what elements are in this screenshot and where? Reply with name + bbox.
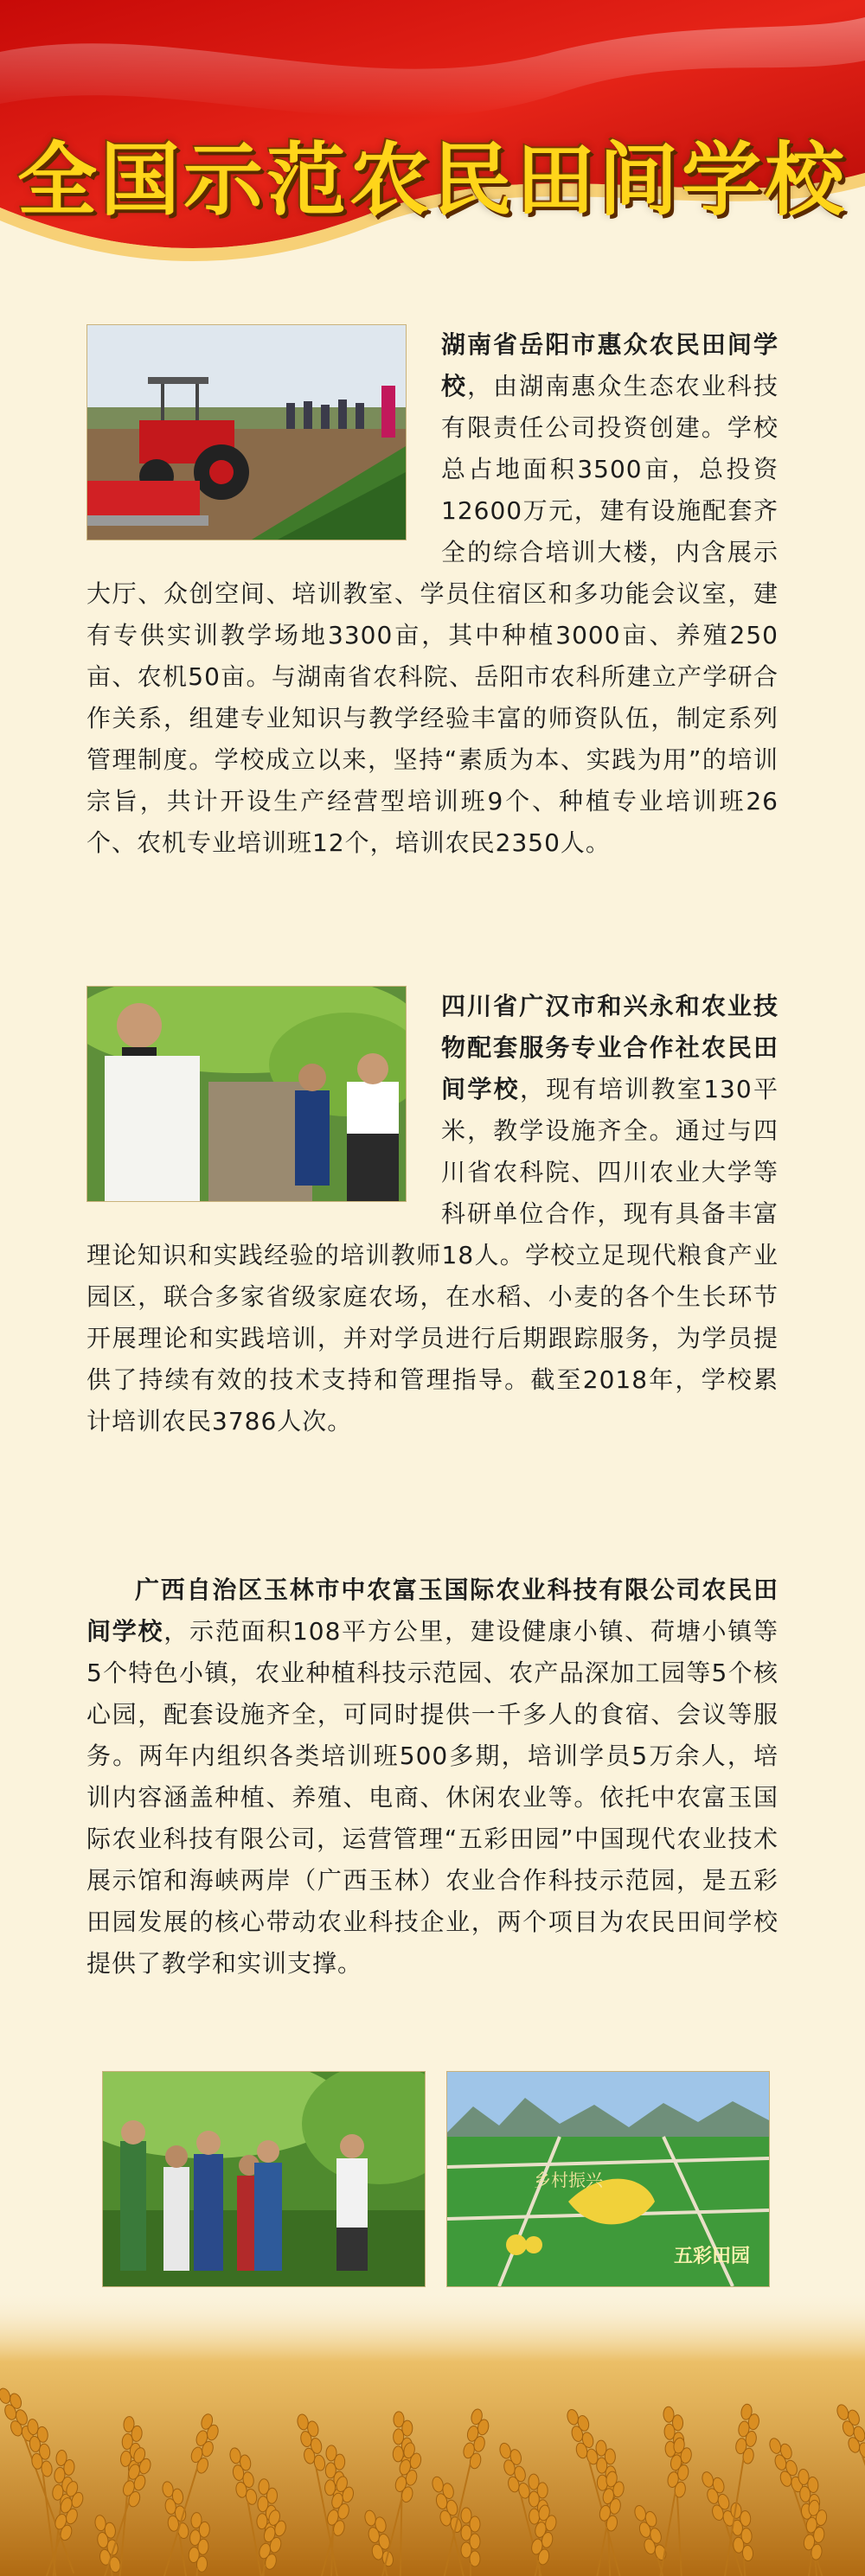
wheat-field-decoration	[0, 2291, 865, 2576]
tractor-field-photo	[86, 324, 407, 540]
svg-text:五彩田园: 五彩田园	[674, 2246, 751, 2267]
orchard-group-photo	[102, 2071, 426, 2287]
colorful-field-photo	[446, 2071, 770, 2287]
page-title: 全国示范农民田间学校	[16, 134, 848, 227]
section-hunan	[86, 324, 778, 864]
section-hunan-text: 湖南省岳阳市惠众农民田间学校，由湖南惠众生态农业科技有限责任公司投资创建。学校总占地面积3500亩，总投资12600万元，建有设施配套齐全的综合培训大楼，内含展示大厅、众创空间、培训教室、学员住宿区和多功能会议室，建有专供实训教学场地3300亩，其中种植3000亩、养殖250亩、农机50亩。与湖南省农科院、岳阳市农科所建立产学研合作关系，组建专业知识与教学经验丰富的师资队伍，制定系列管理制度。学校成立以来，坚持“素质为本、实践为用”的培训宗旨，共计开设生产经营型培训班9个、种植专业培训班26个、农机专业培训班12个，培训农民2350人。	[86, 330, 778, 857]
section-sichuan	[86, 986, 778, 1442]
section-sichuan-text: 四川省广汉市和兴永和农业技物配套服务专业合作社农民田间学校，现有培训教室130平米，教学设施齐全。通过与四川省农科院、四川农业大学等科研单位合作，现有具备丰富理论知识和实践经验的培训教师18人。学校立足现代粮食产业园区，联合多家省级家庭农场，在水稻、小麦的各个生长环节开展理论和实践培训，并对学员进行后期跟踪服务，为学员提供了持续有效的技术支持和管理指导。截至2018年，学校累计培训农民3786人次。	[86, 992, 778, 1435]
svg-text:乡村振兴: 乡村振兴	[534, 2170, 603, 2190]
section-guangxi-text: 广西自治区玉林市中农富玉国际农业科技有限公司农民田间学校，示范面积108平方公里，建设健康小镇、荷塘小镇等5个特色小镇，农业种植科技示范园、农产品深加工园等5个核心园，配套设施齐全，可同时提供一千多人的食宿、会议等服务。两年内组织各类培训班500多期，培训学员5万余人，培训内容涵盖种植、养殖、电商、休闲农业等。依托中农富玉国际农业科技有限公司，运营管理“五彩田园”中国现代农业技术展示馆和海峡两岸（广西玉林）农业合作科技示范园，是五彩田园发展的核心带动农业科技企业，两个项目为农民田间学校提供了教学和实训支撑。	[86, 1576, 778, 1978]
section-guangxi	[86, 1569, 778, 1985]
vine-training-photo	[86, 986, 407, 1202]
